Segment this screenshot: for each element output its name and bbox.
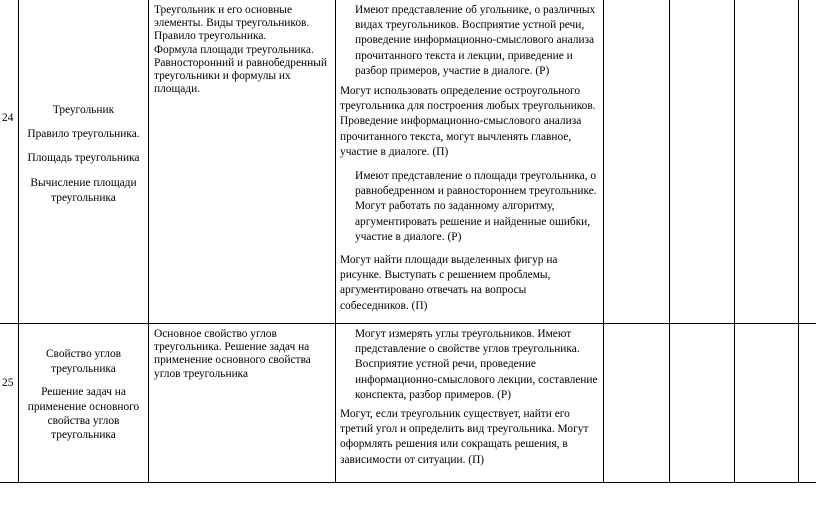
row-number: 24 bbox=[2, 112, 14, 124]
outcome-paragraph: Имеют представление об угольнике, о различных видах треугольников. Восприятие устной речи, проведение информационно-смыслового анализа прочитанного текста и лекции, приведение и разбор примеров, участие в диалоге. (Р) bbox=[355, 4, 596, 77]
topic-line: Вычисление площади треугольника bbox=[30, 176, 137, 204]
row-number: 25 bbox=[2, 377, 14, 389]
topic-line: Правило треугольника. bbox=[27, 128, 140, 141]
outcomes-cell bbox=[340, 327, 602, 468]
row-border bbox=[0, 482, 816, 483]
topic-cell bbox=[19, 347, 148, 442]
topic-line: Площадь треугольника bbox=[27, 152, 140, 165]
content-cell: Основное свойство углов треугольника. Решение задач на применение основного свойства углов треугольника bbox=[154, 328, 311, 380]
outcome-paragraph: Могут найти площади выделенных фигур на рисунке. Выступать с решением проблемы, аргументировано отвечать на вопросы собеседников. (П) bbox=[340, 254, 558, 312]
outcome-paragraph: Имеют представление о площади треугольника, о равнобедренном и равностороннем треугольнике. Могут работать по заданному алгоритму, аргументировать решение и найденные ошибки, участие в диалоге. (Р) bbox=[355, 170, 597, 243]
table-row bbox=[0, 324, 816, 482]
outcome-paragraph: Могут использовать определение остроугольного треугольника для построения любых треугольников. Проведение информационно-смыслового анализа прочитанного текста, могут вычленять главное, участие в диалоге. (П) bbox=[340, 85, 596, 158]
content-cell: Треугольник и его основные элементы. Виды треугольников. Правило треугольника. Формула площади треугольника. Равносторонний и равнобедренный треугольники и формулы их площади. bbox=[154, 4, 327, 96]
topic-cell bbox=[19, 103, 148, 206]
topic-line: Решение задач на применение основного свойства углов треугольника bbox=[27, 386, 140, 442]
topic-line: Треугольник bbox=[52, 104, 115, 116]
outcome-paragraph: Могут измерять углы треугольников. Имеют представление о свойстве углов треугольника. Восприятие устной речи, проведение информационно-смыслового лекции, составление конспекта, разбор примеров. (Р) bbox=[355, 328, 598, 401]
topic-line: Свойство углов треугольника bbox=[45, 348, 122, 376]
outcome-paragraph: Могут, если треугольник существует, найти его третий угол и определить вид треугольника. Могут оформлять решения или сокращать решения, в зависимости от ситуации. (П) bbox=[340, 408, 589, 466]
outcomes-cell bbox=[340, 3, 602, 314]
